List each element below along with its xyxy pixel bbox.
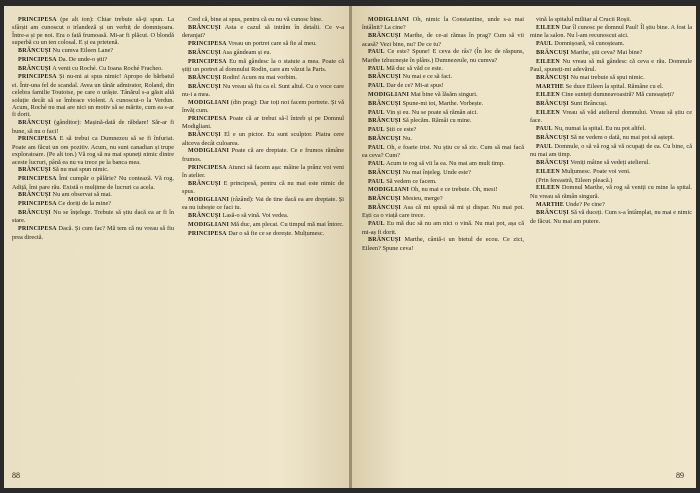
speaker-name: PAUL [368, 160, 385, 167]
line-text: Ce doriți de la mine? [58, 200, 112, 208]
dialogue-line [12, 56, 174, 64]
dialogue-line [12, 209, 174, 225]
dialogue-line [362, 82, 524, 90]
dialogue-line [362, 135, 524, 143]
speaker-name: BRÂNCUȘI [18, 48, 51, 55]
line-text: Nu mai trebuie să spui nimic. [570, 73, 645, 81]
dialogue-line [182, 196, 344, 212]
dialogue-line [182, 131, 344, 147]
line-text: Să ne vedem o dată, nu mai pot să aștept. [570, 133, 675, 141]
dialogue-line [362, 220, 524, 236]
line-text: Asa că mi spusă să mi și dispar. Nu mai pot. Ești ca o viață care trece. [362, 203, 525, 220]
line-text: (din prag): Dar toți noi facem portrete. Și vă învăț cum. [182, 98, 345, 115]
speaker-name: EILEEN [536, 168, 560, 175]
line-text: Nu am observat să mai. [52, 191, 112, 199]
dialogue-line [530, 143, 692, 159]
line-text: Să vedem ce facem. [386, 177, 437, 185]
speaker-name: BRÂNCUȘI [368, 33, 401, 40]
speaker-name: PRINCIPESA [188, 41, 227, 47]
dialogue-line [530, 49, 692, 57]
dialogue-line [182, 212, 344, 220]
line-text: Asa gândeam și eu. [222, 48, 272, 56]
speaker-name: EILEEN [536, 92, 560, 99]
dialogue-line [530, 201, 692, 209]
speaker-name: MARTHE [536, 201, 564, 208]
line-text: (pe alt ton): Chiar trebuie să-ți spun. La sfârșit am cunoscut o irlandeză și un verbiț de domnișoara. Între-a și pe noi. Era o fată frumoasă. Mi-ar fi plăcut. O blondă superbă cu un ten colosal. E și ea prietenă. [12, 16, 175, 47]
speaker-name: BRÂNCUȘI [536, 159, 569, 166]
speaker-name: BRÂNCUȘI [368, 74, 401, 81]
line-text: Dacă. Și cum fac? Mă tem că nu vreau să fiu prea directă. [12, 225, 174, 241]
speaker-name: PAUL [368, 65, 385, 72]
dialogue-line [362, 109, 524, 117]
speaker-name: MODIGLIANI [368, 17, 410, 23]
speaker-name: BRÂNCUȘI [368, 135, 401, 142]
dialogue-line [12, 65, 174, 73]
speaker-name: MODIGLIANI [188, 99, 230, 106]
speaker-name: BRÂNCUȘI [368, 204, 401, 211]
dialogue-line [530, 168, 692, 176]
speaker-name: MARTHE [536, 83, 564, 90]
speaker-name: BRÂNCUȘI [188, 83, 221, 90]
line-text: E principesă, pentru că nu mai este nimic de spus. [182, 179, 344, 196]
line-text: Asta e cazul să intrăm în detalii. Ce v-a deranjat? [182, 23, 344, 40]
speaker-name: PRINCIPESA [188, 116, 227, 122]
speaker-name: EILEEN [536, 24, 560, 31]
dialogue-line [182, 221, 344, 229]
line-text: Vreau să văd atelierul domnului. Vreau să știu ce face. [530, 108, 692, 125]
right-column-2 [530, 16, 692, 226]
speaker-name: PAUL [536, 41, 553, 47]
line-text: Poate că are dreptate. Ce e frumos rămâne frumos. [182, 147, 344, 163]
line-text: Vin și eu. Nu se poate să rămân aici. [386, 108, 478, 116]
line-text: El e un pictor. Eu sunt sculptor. Piatra cere altceva decât culoarea. [182, 131, 344, 147]
dialogue-line [530, 184, 692, 200]
speaker-name: BRÂNCUȘI [188, 74, 221, 81]
speaker-name: BRÂNCUȘI [368, 100, 401, 107]
line-text: Nu mai înțeleg. Unde este? [402, 168, 471, 176]
speaker-name: PAUL [368, 221, 385, 228]
speaker-name: MODIGLIANI [188, 222, 230, 229]
speaker-name: PRINCIPESA [188, 230, 227, 237]
line-text: Unde? Pe cine? [565, 200, 605, 208]
speaker-name: BRÂNCUȘI [368, 118, 401, 125]
dialogue-line [362, 48, 524, 64]
dialogue-line [362, 100, 524, 108]
speaker-name: MODIGLIANI [188, 197, 230, 204]
dialogue-line [182, 147, 344, 163]
dialogue-line [12, 175, 174, 191]
line-text: Să vă duceți. Cum s-a întâmplat, nu mai e nimic de făcut. Nu mai am putere. [530, 209, 693, 225]
line-text: Dar o să fie ce se dorește. Mulțumesc. [228, 229, 325, 237]
page-number-right: 89 [676, 471, 684, 480]
dialogue-line [12, 16, 174, 47]
speaker-name: BRÂNCUȘI [536, 49, 569, 56]
line-text: Vreau un portret care să fie al meu. [228, 40, 317, 47]
speaker-name: EILEEN [536, 109, 560, 116]
speaker-name: BRÂNCUȘI [368, 169, 401, 176]
line-text: Poate că ar trebui să-l întreb și pe Domnul Modigliani. [182, 115, 344, 131]
line-text: Cred că, bine ai spus, pentru că eu nu vă cunosc bine. [188, 16, 323, 23]
line-text: Nu vreau să mă gândesc că ceva e rău. Domnule Paul, spuneți-mi adevărul. [530, 57, 692, 73]
line-text: Nu. [402, 134, 412, 142]
speaker-name: PRINCIPESA [18, 136, 57, 143]
dialogue-line [12, 47, 174, 55]
speaker-name: PAUL [368, 178, 385, 185]
right-column-1 [362, 16, 524, 253]
line-text: Oh, nimic la Constantine, unde s-a mai întâlnit? La cine? [362, 16, 525, 32]
line-text: A venit cu Roché. Cu Ioana Roché Fracheo. [52, 64, 163, 72]
book-spread [4, 6, 696, 488]
dialogue-line [362, 169, 524, 177]
line-text: Mesieu, merge? [402, 195, 443, 203]
speaker-name: BRÂNCUȘI [188, 180, 221, 187]
line-text: Da. De unde-o știi? [58, 55, 108, 63]
line-text: Domnișoară, vă cunoșteam. [554, 40, 625, 47]
speaker-name: BRÂNCUȘI [188, 132, 221, 139]
line-text: (gânditor): Mașină-dată de răbdare! Săr-ar fi bune, să nu o faci! [12, 119, 174, 135]
dialogue-line [362, 65, 524, 73]
line-text: Ce este? Spune! E ceva de râs? (În loc de răspuns, Marthe izbucnește în plâns.) Dumnezeule, nu cumva? [362, 48, 524, 64]
line-text: Domnule, o să vă rog să vă ocupați de ea. Cu bine, că nu mai am timp. [530, 142, 692, 159]
speaker-name: EILEEN [536, 185, 560, 192]
speaker-name: MODIGLIANI [188, 148, 230, 155]
speaker-name: BRÂNCUȘI [188, 213, 221, 220]
line-text: Să nu mai spun nimic. [52, 166, 109, 174]
speaker-name: PRINCIPESA [18, 226, 57, 233]
dialogue-line [530, 109, 692, 125]
line-text: Veniți mâine să vedeți atelierul. [570, 158, 650, 166]
speaker-name: PRINCIPESA [18, 201, 57, 208]
dialogue-line [530, 100, 692, 108]
speaker-name: MODIGLIANI [368, 187, 410, 194]
speaker-name: PAUL [536, 143, 553, 150]
dialogue-line [362, 32, 524, 48]
dialogue-line [12, 191, 174, 199]
dialogue-line [362, 178, 524, 186]
line-text: Atunci să facem așa: mâine la prânz voi veni în atelier. [182, 163, 344, 180]
dialogue-line [530, 83, 692, 91]
right-page [352, 6, 696, 488]
speaker-name: BRÂNCUȘI [536, 74, 569, 81]
dialogue-line [182, 83, 344, 99]
dialogue-line [182, 24, 344, 40]
dialogue-line [530, 91, 692, 99]
dialogue-line [182, 164, 344, 180]
line-text: Să plecăm. Rămâi cu mine. [402, 117, 472, 125]
dialogue-line [530, 125, 692, 133]
speaker-name: BRÂNCUȘI [18, 167, 51, 174]
speaker-name: BRÂNCUȘI [18, 210, 51, 217]
dialogue-line [362, 204, 524, 220]
speaker-name: BRÂNCUȘI [188, 49, 221, 56]
speaker-name: PAUL [368, 109, 385, 116]
dialogue-line [362, 144, 524, 160]
dialogue-line [530, 159, 692, 167]
dialogue-line [182, 99, 344, 115]
speaker-name: BRÂNCUȘI [536, 210, 569, 217]
dialogue-line [362, 117, 524, 125]
speaker-name: BRÂNCUȘI [368, 237, 401, 244]
dialogue-line [530, 58, 692, 74]
line-text: Rodin! Acum nu mai vorbim. [222, 73, 297, 81]
line-text: (Prin fereastră, Eileen pleacă.) [536, 176, 613, 184]
dialogue-line [182, 40, 344, 48]
speaker-name: EILEEN [536, 58, 560, 65]
line-text: (râzând): Vai de tine dacă ea are dreptate. Și ea nu iubește ce faci tu. [182, 196, 344, 212]
speaker-name: PAUL [368, 127, 385, 134]
line-text: Și nu-mi ai spus nimic! Apropo de bărbatul ei. Într-una fel de scandal. Avea un tânăr admirator, Roland, din celebra familie Toutoise, pe care o urăște. Tânărul s-a găsit altă soluție decât să se îmbrace violent. A cunoscut-o la Verdun. Acum, Roché nu mai are nici un motiv să se mărite, cum ea s-ar fi dorit. [12, 73, 174, 119]
dialogue-line [362, 236, 524, 252]
line-text: Se duce Eileen la spital. Rămâne cu el. [565, 82, 664, 90]
dialogue-line [12, 119, 174, 135]
speaker-name: PRINCIPESA [188, 164, 227, 171]
line-text: Dar de ce? Mi-ai spus! [386, 82, 444, 90]
dialogue-line [362, 16, 524, 32]
line-text: Acum te rog să vii la ea. Nu mai am mult timp. [385, 159, 505, 167]
left-page [4, 6, 350, 488]
speaker-name: BRÂNCUȘI [18, 192, 51, 199]
speaker-name: PRINCIPESA [18, 176, 57, 183]
dialogue-line [182, 115, 344, 131]
line-text: Domnul Marthe, vă rog să veniți cu mine la spital. Nu vreau să rămân singură. [530, 184, 692, 200]
line-text: Marthe, cântă-i un bietul de ecou. Ce zici, Eileen? Spune ceva! [362, 236, 524, 252]
speaker-name: PAUL [368, 49, 385, 56]
dialogue-line [530, 134, 692, 142]
dialogue-line [182, 180, 344, 196]
dialogue-line [182, 230, 344, 238]
line-text: Eu mă gândesc la o statuie a mea. Poate că știți un portret al domnului Rodin, care am văzut la Paris. [182, 57, 345, 73]
dialogue-line [182, 49, 344, 57]
dialogue-line [182, 58, 344, 74]
line-text: Mă duc să văd ce este. [386, 64, 443, 72]
speaker-name: BRÂNCUȘI [18, 65, 51, 72]
speaker-name: PRINCIPESA [18, 17, 57, 23]
line-text: Nu vreau să fiu ca el. Sunt altul. Cu o voce care nu-i a mea. [182, 82, 344, 98]
dialogue-line [530, 209, 692, 225]
dialogue-line [12, 73, 174, 118]
line-text: Sunt Brâncuși. [570, 100, 608, 108]
dialogue-line [182, 16, 344, 23]
line-text: Spune-mi tot, Marthe. Vorbește. [402, 99, 484, 107]
line-text: Îmi cumpăr o pălărie? Nu contează. Vă rog. Adiță, îmi pare rău. Există o mulțime de lucruri ca acela. [12, 175, 174, 191]
line-text: Lasă-o să vină. Voi vedea. [222, 212, 289, 220]
left-column-2 [182, 16, 344, 239]
line-text: Dar îl cunosc pe domnul Paul! Îl știu bine. A fost la mine la salon. Nu l-am recunoscut aici. [530, 23, 692, 40]
dialogue-line [182, 74, 344, 82]
speaker-name: PAUL [536, 126, 553, 133]
dialogue-line [362, 186, 524, 194]
dialogue-line [362, 160, 524, 168]
line-text: Nu, numai la spital. Eu nu pot altfel. [554, 125, 646, 133]
dialogue-line [362, 91, 524, 99]
speaker-name: PAUL [368, 144, 385, 151]
dialogue-line [530, 16, 692, 23]
dialogue-line [530, 40, 692, 48]
line-text: Nu mai e ce să faci. [402, 73, 453, 81]
dialogue-line [12, 200, 174, 208]
speaker-name: BRÂNCUȘI [368, 196, 401, 203]
left-column-1 [12, 16, 174, 241]
line-text: E să trebui ca Dumnezeu să se fi înfuriat. Poate am făcut un om pozitiv. Acum, nu sunt canadian și trupe exploratoare. (Pe alt ton.) Vă rog să nu mai spuneți nimic dintre aceste lucruri, până ea nu va trece pe la banca mea. [12, 135, 174, 166]
dialogue-line [362, 195, 524, 203]
dialogue-line [530, 74, 692, 82]
line-text: Marthe, de ce-ai rămas în prag? Cum să vii acasă? Vezi bine, nu? De ce tu? [362, 32, 524, 48]
line-text: Cine sunteți dumneavoastră? Mă cunoașteți? [561, 91, 675, 99]
line-text: Nu se înțelege. Trebuie să știu dacă ea ar fi în stare. [12, 209, 174, 225]
dialogue-line [12, 135, 174, 166]
dialogue-line [362, 126, 524, 134]
line-text: vină la spitalul militar al Crucii Roșii. [536, 16, 632, 23]
speaker-name: BRÂNCUȘI [536, 101, 569, 108]
speaker-name: PRINCIPESA [188, 58, 227, 65]
line-text: Oh, e foarte trist. Nu știu ce să zic. Cum să mai facă ea ceva? Cum? [362, 143, 524, 160]
line-text: Nu cumva Eileen Lane? [52, 47, 114, 55]
speaker-name: PRINCIPESA [18, 56, 57, 63]
speaker-name: BRÂNCUȘI [18, 120, 51, 127]
line-text: Mai bine vă lăsăm singuri. [410, 91, 478, 98]
speaker-name: BRÂNCUȘI [536, 134, 569, 141]
line-text: Mulțumesc. Poate voi veni. [561, 167, 631, 175]
line-text: Oh, nu mai e ce trebuie. Oh, mesi! [410, 186, 498, 194]
dialogue-line [12, 166, 174, 174]
dialogue-line [530, 24, 692, 40]
dialogue-line [362, 73, 524, 81]
line-text: Marthe, știi ceva? Mai bine? [570, 48, 643, 56]
line-text: Eu mă duc să nu am nici o vină. Nu mai pot, așa că mi-aș fi dorit. [362, 220, 525, 236]
dialogue-line [12, 225, 174, 241]
line-text: Știi ce este? [386, 126, 417, 134]
dialogue-line [530, 177, 692, 184]
line-text: Mă duc, am plecat. Cu timpul mă mai întorc. [230, 221, 344, 229]
speaker-name: PRINCIPESA [18, 74, 57, 81]
speaker-name: MODIGLIANI [368, 92, 410, 98]
speaker-name: BRÂNCUȘI [188, 24, 221, 31]
speaker-name: PAUL [368, 83, 385, 90]
page-number-left: 88 [12, 471, 20, 480]
